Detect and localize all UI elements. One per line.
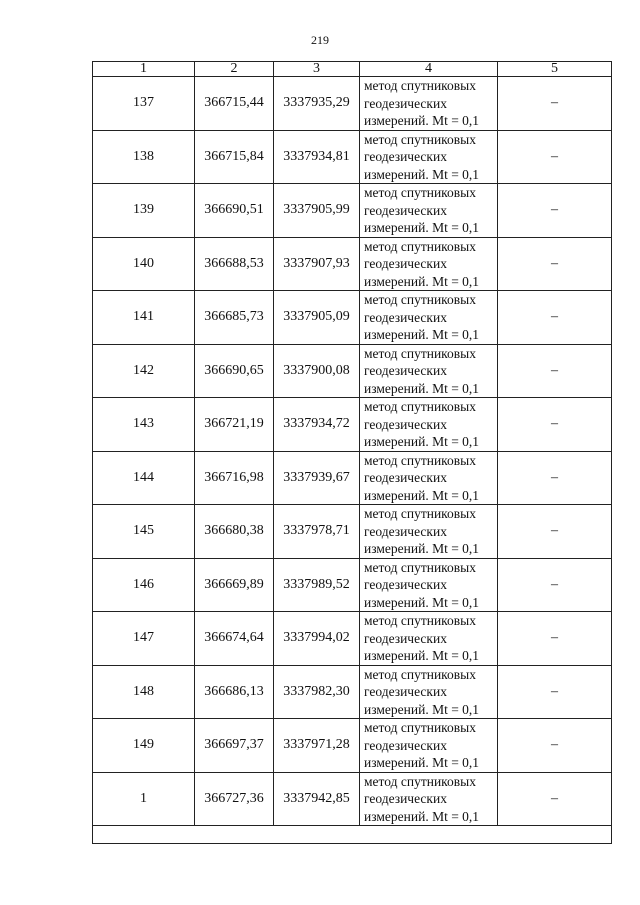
method-cell [360,291,498,345]
x-coordinate-cell: 366716,98 [195,451,274,505]
method-line: измерений. Mt = 0,1 [364,113,480,128]
note-cell: – [498,237,612,291]
y-coordinate-cell: 3337989,52 [274,558,360,612]
method-line: измерений. Mt = 0,1 [364,273,480,289]
note-cell: – [498,719,612,773]
x-coordinate-cell: 366690,65 [195,344,274,398]
method-line: метод спутниковых [364,345,476,361]
point-number-cell: 142 [93,344,195,398]
method-line: геодезических [364,791,447,806]
note-cell: – [498,665,612,719]
note-cell: – [498,505,612,559]
table-row [93,719,612,773]
table-row [93,184,612,238]
method-line: геодезических [364,737,447,753]
y-coordinate-cell: 3337905,09 [274,291,360,345]
method-line: измерений. Mt = 0,1 [364,594,480,610]
point-number-cell: 149 [93,719,195,773]
method-line: измерений. Mt = 0,1 [364,541,480,556]
y-coordinate-cell: 3337994,02 [274,612,360,666]
method-line: метод спутниковых [364,506,476,521]
note-cell: – [498,612,612,666]
method-line: метод спутниковых [364,773,476,789]
table-row [93,772,612,826]
note-cell: – [498,130,612,184]
x-coordinate-cell: 366721,19 [195,398,274,452]
x-coordinate-cell: 366690,51 [195,184,274,238]
method-line: геодезических [364,363,447,378]
table-row [93,237,612,291]
method-cell [360,451,498,505]
y-coordinate-cell: 3337905,99 [274,184,360,238]
method-cell [360,344,498,398]
method-line: метод спутниковых [364,185,476,200]
point-number-cell: 137 [93,77,195,131]
y-coordinate-cell: 3337934,81 [274,130,360,184]
point-number-cell: 147 [93,612,195,666]
table-row [93,451,612,505]
method-line: геодезических [364,202,447,218]
x-coordinate-cell: 366680,38 [195,505,274,559]
page-number: 219 [311,33,329,47]
table-row [93,344,612,398]
note-cell: – [498,451,612,505]
point-number-cell: 146 [93,558,195,612]
x-coordinate-cell: 366727,36 [195,772,274,826]
note-cell: – [498,184,612,238]
method-line: геодезических [364,470,447,485]
note-cell: – [498,772,612,826]
y-coordinate-cell: 3337935,29 [274,77,360,131]
table-row [93,558,612,612]
note-cell: – [498,398,612,452]
x-coordinate-cell: 366685,73 [195,291,274,345]
method-cell [360,184,498,238]
table-row [93,398,612,452]
note-cell: – [498,291,612,345]
method-line: метод спутниковых [364,292,476,307]
method-line: измерений. Mt = 0,1 [364,808,480,824]
method-line: измерений. Mt = 0,1 [364,434,480,449]
method-line: геодезических [364,577,447,592]
method-line: измерений. Mt = 0,1 [364,648,480,663]
method-line: геодезических [364,149,447,164]
x-coordinate-cell: 366674,64 [195,612,274,666]
point-number-cell: 1 [93,772,195,826]
header-col-3: 3 [274,62,360,77]
table-trailer-cell [93,826,612,844]
method-line: геодезических [364,523,447,539]
note-cell: – [498,77,612,131]
x-coordinate-cell: 366669,89 [195,558,274,612]
method-line: геодезических [364,416,447,432]
table-row [93,130,612,184]
point-number-cell: 144 [93,451,195,505]
y-coordinate-cell: 3337934,72 [274,398,360,452]
method-line: метод спутниковых [364,559,476,575]
table-row [93,505,612,559]
method-line: метод спутниковых [364,78,476,93]
point-number-cell: 148 [93,665,195,719]
point-number-cell: 145 [93,505,195,559]
method-cell [360,612,498,666]
method-line: метод спутниковых [364,131,476,147]
table-row [93,612,612,666]
y-coordinate-cell: 3337978,71 [274,505,360,559]
x-coordinate-cell: 366715,44 [195,77,274,131]
method-line: геодезических [364,256,447,271]
x-coordinate-cell: 366686,13 [195,665,274,719]
y-coordinate-cell: 3337982,30 [274,665,360,719]
header-col-1: 1 [93,62,195,77]
method-line: измерений. Mt = 0,1 [364,327,480,342]
y-coordinate-cell: 3337939,67 [274,451,360,505]
note-cell: – [498,344,612,398]
method-line: измерений. Mt = 0,1 [364,755,480,770]
table-row [93,291,612,345]
method-cell [360,665,498,719]
table-header-row [93,62,612,77]
point-number-cell: 143 [93,398,195,452]
method-line: метод спутниковых [364,613,476,628]
y-coordinate-cell: 3337907,93 [274,237,360,291]
table-trailer-row [93,826,612,844]
method-line: измерений. Mt = 0,1 [364,166,480,182]
x-coordinate-cell: 366715,84 [195,130,274,184]
header-col-4: 4 [360,62,498,77]
method-line: метод спутниковых [364,399,476,414]
method-line: геодезических [364,630,447,646]
y-coordinate-cell: 3337900,08 [274,344,360,398]
method-cell [360,130,498,184]
method-line: метод спутниковых [364,238,476,254]
point-number-cell: 141 [93,291,195,345]
method-line: метод спутниковых [364,720,476,735]
method-cell [360,719,498,773]
method-line: измерений. Mt = 0,1 [364,701,480,717]
method-cell [360,237,498,291]
x-coordinate-cell: 366688,53 [195,237,274,291]
point-number-cell: 138 [93,130,195,184]
method-line: геодезических [364,309,447,325]
point-number-cell: 140 [93,237,195,291]
point-number-cell: 139 [93,184,195,238]
table-row [93,665,612,719]
method-cell [360,398,498,452]
method-cell [360,558,498,612]
method-line: измерений. Mt = 0,1 [364,487,480,503]
method-line: метод спутниковых [364,666,476,682]
method-cell [360,505,498,559]
method-line: измерений. Mt = 0,1 [364,220,480,235]
method-cell [360,772,498,826]
y-coordinate-cell: 3337942,85 [274,772,360,826]
y-coordinate-cell: 3337971,28 [274,719,360,773]
method-line: измерений. Mt = 0,1 [364,380,480,396]
coordinates-table [92,61,612,844]
x-coordinate-cell: 366697,37 [195,719,274,773]
method-line: геодезических [364,684,447,699]
table-row [93,77,612,131]
method-line: геодезических [364,95,447,111]
header-col-2: 2 [195,62,274,77]
method-line: метод спутниковых [364,452,476,468]
header-col-5: 5 [498,62,612,77]
note-cell: – [498,558,612,612]
method-cell [360,77,498,131]
